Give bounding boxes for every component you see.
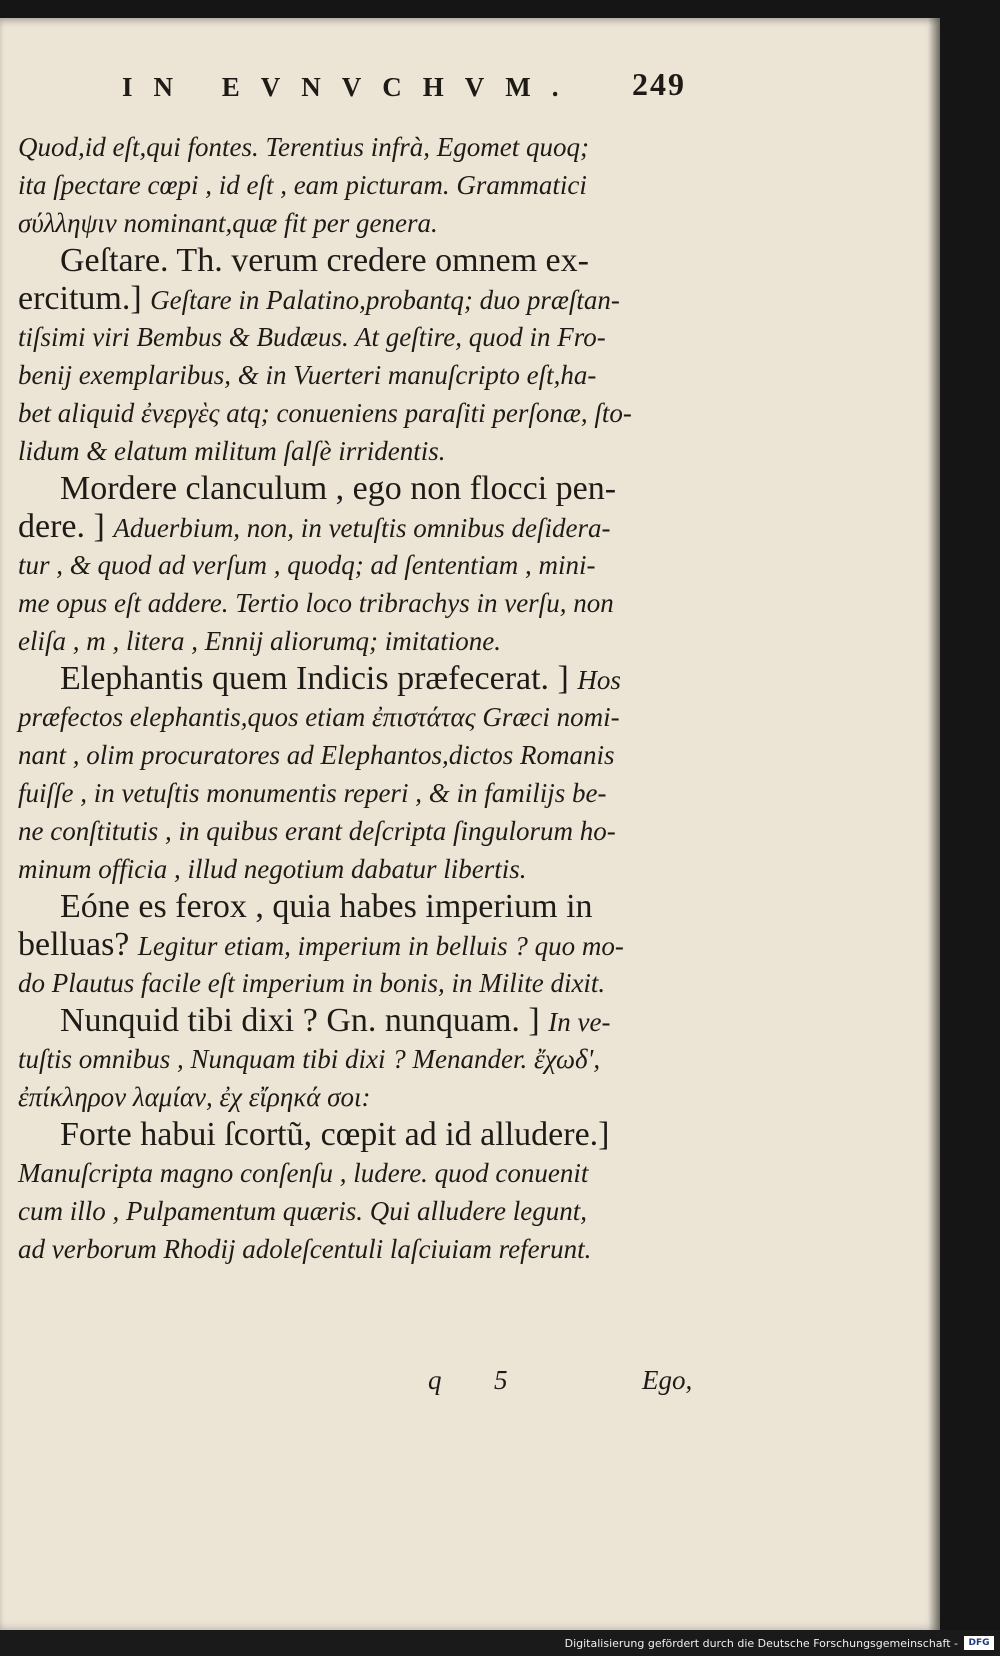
roman-segment: ercitum.] <box>18 280 151 317</box>
roman-segment: Geſtare. Th. verum credere omnem ex- <box>60 242 589 279</box>
text-line <box>18 318 730 356</box>
page-number: 249 <box>632 66 686 102</box>
italic-segment: ne conſtitutis , in quibus erant deſcripta ſingulorum ho- <box>18 816 616 846</box>
dfg-logo-icon: DFG <box>964 1636 994 1650</box>
italic-segment: do Plautus facile eſt imperium in bonis, in Milite dixit. <box>18 968 606 998</box>
signature-line <box>18 1365 730 1405</box>
italic-segment: Aduerbium, non, in vetuſtis omnibus deſidera- <box>113 513 611 543</box>
roman-segment: belluas? <box>18 926 138 963</box>
italic-segment: fuiſſe , in vetuſtis monumentis reperi , & in familijs be- <box>18 778 607 808</box>
italic-segment: lidum & elatum militum ſalſè irridentis. <box>18 436 446 466</box>
text-line <box>18 1040 730 1078</box>
text-line <box>18 128 730 166</box>
text-line <box>18 1116 730 1154</box>
text-line <box>18 394 730 432</box>
italic-segment: cum illo , Pulpamentum quæris. Qui alludere legunt, <box>18 1196 587 1226</box>
text-line <box>18 812 730 850</box>
text-line <box>18 508 730 546</box>
text-line <box>18 166 730 204</box>
text-line <box>18 356 730 394</box>
text-line <box>18 774 730 812</box>
commentary-text <box>18 128 730 1268</box>
digitization-footer <box>0 1630 1000 1656</box>
italic-segment: minum officia , illud negotium dabatur libertis. <box>18 854 527 884</box>
text-line <box>18 242 730 280</box>
italic-segment: Legitur etiam, imperium in belluis ? quo mo- <box>137 931 624 961</box>
text-line <box>18 850 730 888</box>
italic-segment: ἐπίκληρον λαμίαν, ἐχ εἴρηκά σοι: <box>18 1082 371 1112</box>
italic-segment: tur , & quod ad verſum , quodq; ad ſententiam , mini- <box>18 550 596 580</box>
text-line <box>18 1154 730 1192</box>
text-line <box>18 736 730 774</box>
italic-segment: ad verborum Rhodij adoleſcentuli laſciuiam referunt. <box>18 1234 592 1264</box>
text-line <box>18 698 730 736</box>
italic-segment: tuſtis omnibus , Nunquam tibi dixi ? Menander. ἔχωδ', <box>18 1044 601 1074</box>
roman-segment: Eóne es ferox , quia habes imperium in <box>60 888 593 925</box>
text-line <box>18 660 730 698</box>
book-page <box>0 18 940 1630</box>
italic-segment: tiſsimi viri Bembus & Budæus. At geſtire, quod in Fro- <box>18 322 606 352</box>
text-line <box>18 280 730 318</box>
text-line <box>18 1230 730 1268</box>
italic-segment: ita ſpectare cœpi , id eſt , eam picturam. Grammatici <box>18 170 587 200</box>
italic-segment: σύλληψιν nominant,quæ fit per genera. <box>18 208 438 238</box>
text-line <box>18 546 730 584</box>
roman-segment: Forte habui ſcortũ, cœpit ad id alludere.] <box>60 1116 610 1153</box>
italic-segment: Geſtare in Palatino,probantq; duo præſtan- <box>150 285 620 315</box>
italic-segment: In ve- <box>548 1007 611 1037</box>
roman-segment: Mordere clanculum , ego non flocci pen- <box>60 470 617 507</box>
roman-segment: dere. ] <box>18 508 114 545</box>
catchword: Ego, <box>642 1365 693 1395</box>
roman-segment: Nunquid tibi dixi ? Gn. nunquam. ] <box>60 1002 549 1039</box>
italic-segment: Manuſcripta magno conſenſu , ludere. quod conuenit <box>18 1158 589 1188</box>
italic-segment: præfectos elephantis,quos etiam ἐπιστάτας Græci nomi- <box>18 702 620 732</box>
text-line <box>18 1192 730 1230</box>
text-line <box>18 1078 730 1116</box>
italic-segment: bet aliquid ἐνεργὲς atq; conueniens paraſiti perſonæ, ſto- <box>18 398 632 428</box>
text-line <box>18 622 730 660</box>
italic-segment: eliſa , m , litera , Ennij aliorumq; imitatione. <box>18 626 501 656</box>
text-line <box>18 584 730 622</box>
text-line <box>18 204 730 242</box>
running-head: IN EVNVCHVM. <box>122 72 580 102</box>
italic-segment: me opus eſt addere. Tertio loco tribrachys in verſu, non <box>18 588 614 618</box>
italic-segment: benij exemplaribus, & in Vuerteri manuſcripto eſt,ha- <box>18 360 597 390</box>
signature-number: 5 <box>494 1365 508 1395</box>
italic-segment: Hos <box>577 665 621 695</box>
text-line <box>18 964 730 1002</box>
text-line <box>18 432 730 470</box>
roman-segment: Elephantis quem Indicis præfecerat. ] <box>60 660 578 697</box>
italic-segment: Quod,id eſt,qui fontes. Terentius infrà, Egomet quoq; <box>18 132 589 162</box>
text-line <box>18 470 730 508</box>
text-line <box>18 888 730 926</box>
text-line <box>18 926 730 964</box>
signature-mark: q <box>428 1365 442 1395</box>
italic-segment: nant , olim procuratores ad Elephantos,dictos Romanis <box>18 740 615 770</box>
footer-credit: Digitalisierung gefördert durch die Deutsche Forschungsgemeinschaft - <box>564 1637 958 1650</box>
text-line <box>18 1002 730 1040</box>
